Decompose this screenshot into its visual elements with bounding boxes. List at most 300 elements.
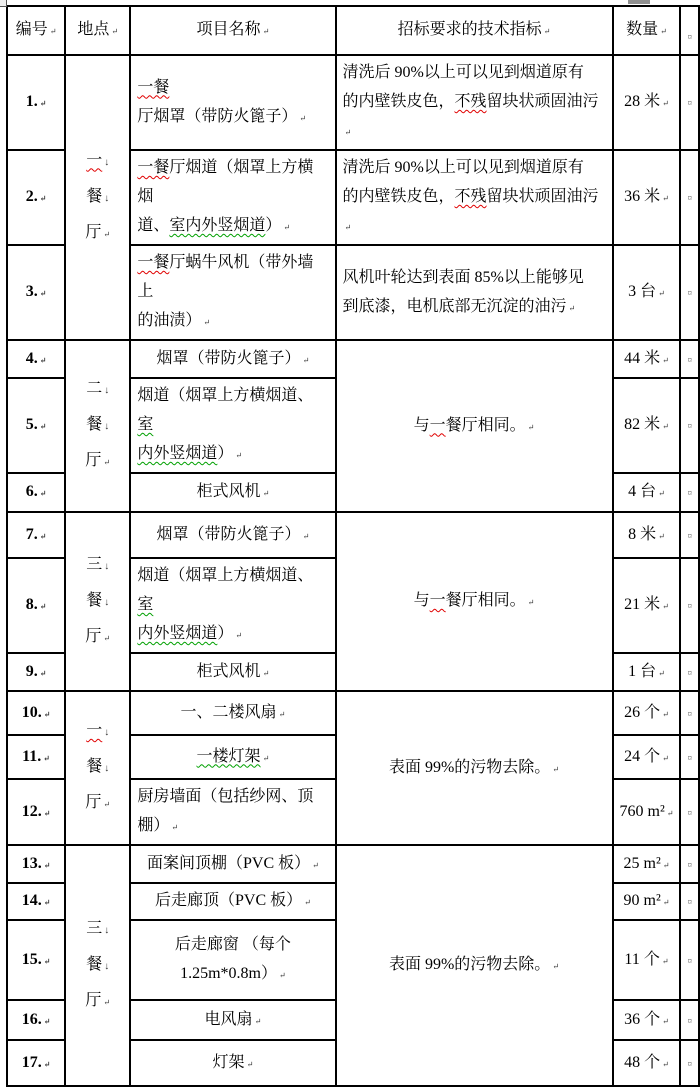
row-number: 11. <box>22 747 42 765</box>
row-number-cell[interactable] <box>7 1000 65 1040</box>
row-number: 9. <box>25 662 38 680</box>
paragraph-mark: ↵ <box>302 355 310 365</box>
tender-requirements-table <box>6 5 700 1087</box>
row-number-cell[interactable] <box>7 340 65 378</box>
project-text: 柜式风机 <box>196 662 261 680</box>
project-cell[interactable] <box>130 883 335 920</box>
paragraph-mark: ↵ <box>262 668 270 678</box>
location-line <box>72 372 123 408</box>
project-text: ） <box>217 625 234 642</box>
paragraph-mark: ↵ <box>658 489 665 498</box>
qty-cell[interactable] <box>613 512 681 558</box>
row-end-mark: ¤ <box>687 98 692 108</box>
paragraph-mark: ↵ <box>666 808 674 818</box>
row-number: 12. <box>21 802 42 820</box>
qty-cell[interactable] <box>613 245 681 340</box>
row-end-mark: ¤ <box>687 708 692 719</box>
qty-cell[interactable] <box>613 845 681 883</box>
project-text: 厅烟罩（带防火篦子） <box>137 107 298 125</box>
qty-value: 44 米 <box>624 349 661 367</box>
paragraph-mark: ↵ <box>43 860 51 870</box>
paragraph-mark: ↵ <box>246 1059 254 1069</box>
row-number-cell[interactable] <box>7 1040 65 1086</box>
row-end-mark: ¤ <box>687 601 692 611</box>
spec-text: 留块状顽固油污 <box>486 93 599 110</box>
line-break-mark: ↓ <box>104 924 110 936</box>
qty-value: 25 m² <box>623 854 661 872</box>
paragraph-mark: ↵ <box>43 956 51 966</box>
spec-text: 清洗后 90%以上可以见到烟道原有 <box>342 159 584 176</box>
project-text: 面案间顶棚（PVC 板） <box>146 854 311 872</box>
row-number-cell[interactable] <box>7 378 65 473</box>
paragraph-mark: ↵ <box>283 223 291 232</box>
project-text: 一餐 <box>137 159 170 176</box>
line-break-mark: ↓ <box>104 960 110 972</box>
qty-value: 11 个 <box>624 950 660 968</box>
qty-value: 28 米 <box>624 93 661 110</box>
qty-value: 48 个 <box>624 1053 661 1071</box>
spec-cell-merged[interactable] <box>336 845 613 1086</box>
qty-value: 82 米 <box>624 416 661 433</box>
project-cell[interactable] <box>130 920 335 1000</box>
header-project[interactable] <box>130 6 335 55</box>
row-number: 13. <box>21 854 42 872</box>
row-end-cell <box>680 779 699 845</box>
spec-text: 的内壁铁皮色， <box>342 188 455 205</box>
qty-cell[interactable] <box>613 1040 681 1086</box>
row-number: 1. <box>25 93 38 110</box>
paragraph-mark: ↵ <box>39 668 47 678</box>
location-char: 餐 <box>86 416 103 433</box>
paragraph-mark: ↵ <box>103 458 111 467</box>
column-marker-artifact <box>628 0 650 4</box>
row-number-cell[interactable] <box>7 691 65 735</box>
paragraph-mark: ↵ <box>660 27 667 36</box>
paragraph-mark: ↵ <box>552 962 560 971</box>
line-break-mark: ↓ <box>104 560 110 572</box>
spec-text: 一 <box>429 592 446 609</box>
header-qty[interactable] <box>613 6 681 55</box>
project-text: 烟罩（带防火篦子） <box>156 349 301 367</box>
spec-text: 餐厅相同。 <box>445 416 526 434</box>
row-number-cell[interactable] <box>7 920 65 1000</box>
header-no-label: 编号 <box>15 21 48 38</box>
project-cell[interactable] <box>130 1040 335 1086</box>
project-cell[interactable] <box>130 845 335 883</box>
location-char: 厅 <box>85 223 102 241</box>
qty-value: 8 米 <box>628 525 657 543</box>
qty-value: 4 台 <box>628 483 657 500</box>
paragraph-mark: ↵ <box>662 1016 669 1026</box>
spec-cell-merged[interactable] <box>336 340 613 512</box>
location-char: 三 <box>86 555 103 573</box>
location-char: 餐 <box>86 955 103 973</box>
paragraph-mark: ↵ <box>43 808 51 818</box>
project-cell[interactable] <box>130 691 335 735</box>
location-char: 三 <box>86 919 103 937</box>
paragraph-mark: ↵ <box>203 318 211 327</box>
paragraph-mark: ↵ <box>43 753 50 763</box>
paragraph-mark: ↵ <box>658 289 665 298</box>
paragraph-mark: ↵ <box>662 602 669 611</box>
location-cell-canteen2[interactable] <box>65 340 130 512</box>
row-number-cell[interactable] <box>7 55 65 150</box>
spec-text: 与 <box>413 592 430 609</box>
row-number: 16. <box>21 1010 42 1028</box>
project-text: 一楼灯架 <box>196 747 261 765</box>
paragraph-mark: ↵ <box>662 194 669 203</box>
paragraph-mark: ↵ <box>662 355 669 365</box>
paragraph-mark: ↵ <box>262 489 270 498</box>
paragraph-mark: ↵ <box>39 194 47 203</box>
spec-text: 与 <box>413 416 430 434</box>
project-cell[interactable] <box>130 378 335 473</box>
paragraph-mark: ↵ <box>39 355 47 365</box>
row-end-mark: ¤ <box>687 1015 692 1026</box>
row-end-mark: ¤ <box>687 807 692 818</box>
paragraph-mark: ↵ <box>39 289 47 298</box>
qty-cell[interactable] <box>613 735 681 779</box>
location-char: 厅 <box>85 794 102 811</box>
location-line <box>72 180 123 216</box>
line-break-mark: ↓ <box>104 421 110 432</box>
spec-text: 不残 <box>454 188 487 205</box>
project-text: 后走廊窗 （每个 <box>174 936 291 953</box>
location-char: 厅 <box>85 991 102 1009</box>
location-line <box>72 620 123 656</box>
paragraph-mark: ↵ <box>103 800 111 809</box>
row-end-cell <box>680 653 699 691</box>
paragraph-mark: ↵ <box>568 303 576 313</box>
spec-cell[interactable] <box>336 245 613 340</box>
qty-cell[interactable] <box>613 1000 681 1040</box>
row-end-cell <box>680 558 699 653</box>
paragraph-mark: ↵ <box>111 27 119 36</box>
line-break-mark: ↓ <box>104 727 110 738</box>
project-text: 室 <box>137 416 154 433</box>
project-text: 一餐 <box>137 78 170 96</box>
header-qty-label: 数量 <box>626 21 659 38</box>
table-move-handle[interactable] <box>0 0 7 7</box>
paragraph-mark: ↵ <box>39 531 47 541</box>
row-number-cell[interactable] <box>7 779 65 845</box>
spec-text: 清洗后 90%以上可以见到烟道原有 <box>342 64 584 81</box>
paragraph-mark: ↵ <box>103 633 111 643</box>
paragraph-mark: ↵ <box>39 602 47 611</box>
project-text: 灯架 <box>212 1053 245 1071</box>
header-location-label: 地点 <box>77 21 110 38</box>
line-break-mark: ↓ <box>104 596 110 608</box>
project-text: 的油渍） <box>137 312 202 329</box>
location-line <box>72 548 123 584</box>
project-text: 1.25m*0.8m） <box>180 965 278 982</box>
header-no[interactable] <box>7 6 65 55</box>
location-line <box>72 444 123 480</box>
paragraph-mark: ↵ <box>235 631 243 640</box>
row-end-cell <box>680 1000 699 1040</box>
paragraph-mark: ↵ <box>262 753 270 763</box>
project-cell[interactable] <box>130 558 335 653</box>
project-text: 电风扇 <box>204 1010 253 1028</box>
qty-value: 36 米 <box>624 188 661 205</box>
spec-text: 餐厅相同。 <box>445 592 526 609</box>
project-text: 厅烟道（烟罩上方横烟 <box>137 159 314 205</box>
paragraph-mark: ↵ <box>279 971 286 980</box>
qty-cell[interactable] <box>613 150 681 245</box>
location-line <box>72 408 123 444</box>
qty-value: 26 个 <box>624 703 661 721</box>
paragraph-mark: ↵ <box>235 451 243 460</box>
row-end-cell <box>680 512 699 558</box>
paragraph-mark: ↵ <box>171 823 179 832</box>
row-end-mark: ¤ <box>687 32 692 42</box>
project-cell[interactable] <box>130 150 335 245</box>
project-text: 柜式风机 <box>196 483 261 500</box>
project-cell[interactable] <box>130 473 335 512</box>
qty-value: 90 m² <box>623 892 661 909</box>
paragraph-mark: ↵ <box>49 27 57 36</box>
location-line <box>72 144 123 180</box>
row-end-mark: ¤ <box>687 488 692 498</box>
line-break-mark: ↓ <box>104 156 110 168</box>
spec-text: 表面 99%的污物去除。 <box>388 956 551 973</box>
row-end-cell <box>680 245 699 340</box>
row-number-cell[interactable] <box>7 653 65 691</box>
row-number: 8. <box>25 596 38 613</box>
project-cell[interactable] <box>130 340 335 378</box>
paragraph-mark: ↵ <box>661 956 669 966</box>
project-cell[interactable] <box>130 245 335 340</box>
qty-cell[interactable] <box>613 55 681 150</box>
qty-value: 3 台 <box>628 283 657 300</box>
paragraph-mark: ↵ <box>103 229 111 239</box>
row-end-mark: ¤ <box>687 752 692 763</box>
header-spec[interactable] <box>336 6 613 55</box>
location-char: 一 <box>86 722 103 739</box>
location-cell-canteen1[interactable] <box>65 55 130 340</box>
project-text: 室内外竖烟道 <box>169 217 266 234</box>
spec-text: 到底漆，电机底部无沉淀的油污 <box>342 297 567 315</box>
location-char: 餐 <box>86 591 103 609</box>
spec-cell[interactable] <box>336 150 613 245</box>
row-end-mark: ¤ <box>687 288 692 298</box>
row-end-mark: ¤ <box>687 897 692 907</box>
paragraph-mark: ↵ <box>39 422 47 431</box>
row-end-cell <box>680 6 699 55</box>
location-char: 一 <box>86 151 103 169</box>
row-number-cell[interactable] <box>7 150 65 245</box>
location-line <box>72 912 123 948</box>
location-line <box>72 786 123 822</box>
spec-text: 的内壁铁皮色， <box>342 93 455 110</box>
row-number-cell[interactable] <box>7 245 65 340</box>
location-line <box>72 584 123 620</box>
project-cell[interactable] <box>130 512 335 558</box>
qty-cell[interactable] <box>613 883 681 920</box>
qty-cell[interactable] <box>613 920 681 1000</box>
row-number-cell[interactable] <box>7 512 65 558</box>
row-number: 15. <box>21 950 42 968</box>
row-end-mark: ¤ <box>687 193 692 203</box>
row-number: 10. <box>21 703 42 721</box>
paragraph-mark: ↵ <box>254 1016 262 1026</box>
project-text: 后走廊顶（PVC 板） <box>154 892 303 909</box>
spec-text: 不残 <box>454 93 487 110</box>
paragraph-mark: ↵ <box>304 898 311 907</box>
project-cell[interactable] <box>130 779 335 845</box>
location-line <box>72 948 123 984</box>
paragraph-mark: ↵ <box>302 531 310 541</box>
row-number-cell[interactable] <box>7 473 65 512</box>
paragraph-mark: ↵ <box>527 598 535 607</box>
paragraph-mark: ↵ <box>543 27 551 36</box>
row-number: 5. <box>25 416 38 433</box>
row-end-mark: ¤ <box>687 1058 692 1069</box>
spec-cell[interactable] <box>336 55 613 150</box>
row-end-cell <box>680 735 699 779</box>
paragraph-mark: ↵ <box>527 422 535 432</box>
row-end-cell <box>680 55 699 150</box>
paragraph-mark: ↵ <box>662 709 669 719</box>
project-text: 烟道（烟罩上方横烟道、 <box>137 387 314 404</box>
row-number-cell[interactable] <box>7 883 65 920</box>
row-number: 17. <box>21 1053 42 1071</box>
paragraph-mark: ↵ <box>43 1059 51 1069</box>
project-text: 厨房墙面（包括纱网、顶棚） <box>137 788 314 834</box>
paragraph-mark: ↵ <box>262 27 270 36</box>
project-text: 烟道（烟罩上方横烟道、 <box>137 567 314 584</box>
spec-text: 一 <box>429 416 446 434</box>
project-text: 烟罩（带防火篦子） <box>156 525 301 543</box>
project-cell[interactable] <box>130 735 335 779</box>
row-end-cell <box>680 691 699 735</box>
qty-value: 24 个 <box>624 747 661 765</box>
location-line <box>72 216 123 252</box>
row-end-cell <box>680 920 699 1000</box>
project-text: 一餐 <box>137 254 170 271</box>
spec-text: 表面 99%的污物去除。 <box>388 758 551 776</box>
paragraph-mark: ↵ <box>103 997 111 1007</box>
row-end-cell <box>680 150 699 245</box>
line-break-mark: ↓ <box>104 385 110 396</box>
row-number-cell[interactable] <box>7 845 65 883</box>
qty-cell[interactable] <box>613 558 681 653</box>
row-number: 4. <box>25 349 38 367</box>
qty-value: 21 米 <box>624 596 661 613</box>
row-end-cell <box>680 340 699 378</box>
row-end-cell <box>680 883 699 920</box>
row-end-mark: ¤ <box>687 354 692 365</box>
project-cell[interactable] <box>130 1000 335 1040</box>
paragraph-mark: ↵ <box>658 531 665 541</box>
qty-cell[interactable] <box>613 779 681 845</box>
project-text: ） <box>265 217 282 234</box>
qty-cell[interactable] <box>613 378 681 473</box>
row-end-mark: ¤ <box>687 667 692 678</box>
paragraph-mark: ↵ <box>662 1059 669 1069</box>
header-location[interactable] <box>65 6 130 55</box>
qty-value: 760 m² <box>619 802 665 820</box>
project-cell[interactable] <box>130 653 335 691</box>
paragraph-mark: ↵ <box>344 223 352 232</box>
spec-cell-merged[interactable] <box>336 691 613 845</box>
row-number: 6. <box>25 483 38 500</box>
location-char: 餐 <box>86 758 103 775</box>
spec-text: 留块状顽固油污 <box>486 188 599 205</box>
paragraph-mark: ↵ <box>658 668 665 678</box>
location-char: 二 <box>86 380 103 397</box>
project-text: 道、 <box>137 217 170 234</box>
location-cell-canteen3b[interactable] <box>65 845 130 1086</box>
paragraph-mark: ↵ <box>552 764 560 774</box>
paragraph-mark: ↵ <box>278 709 286 719</box>
location-cell-canteen3[interactable] <box>65 512 130 691</box>
paragraph-mark: ↵ <box>43 709 51 719</box>
paragraph-mark: ↵ <box>312 860 319 870</box>
paragraph-mark: ↵ <box>299 113 307 123</box>
project-cell[interactable] <box>130 55 335 150</box>
paragraph-mark: ↵ <box>662 99 669 108</box>
row-number-cell[interactable] <box>7 558 65 653</box>
location-char: 厅 <box>85 627 102 645</box>
location-line <box>72 714 123 750</box>
paragraph-mark: ↵ <box>662 753 669 763</box>
row-end-cell <box>680 378 699 473</box>
row-number: 14. <box>21 892 42 909</box>
qty-cell[interactable] <box>613 473 681 512</box>
qty-cell[interactable] <box>613 653 681 691</box>
row-number: 3. <box>25 283 38 300</box>
row-number: 7. <box>25 525 38 543</box>
project-text: 厅蜗牛风机（带外墙上 <box>137 254 314 300</box>
paragraph-mark: ↵ <box>43 1016 51 1026</box>
row-end-mark: ¤ <box>687 530 692 541</box>
paragraph-mark: ↵ <box>344 128 352 137</box>
paragraph-mark: ↵ <box>39 489 47 498</box>
spec-text: 风机叶轮达到表面 85%以上能够见 <box>342 268 584 286</box>
qty-value: 1 台 <box>628 662 657 680</box>
row-end-cell <box>680 845 699 883</box>
paragraph-mark: ↵ <box>39 99 47 108</box>
paragraph-mark: ↵ <box>662 422 669 431</box>
line-break-mark: ↓ <box>104 192 110 204</box>
header-spec-label: 招标要求的技术指标 <box>397 21 542 38</box>
project-text: 一、二楼风扇 <box>180 703 277 721</box>
row-end-mark: ¤ <box>687 859 692 870</box>
project-text: ） <box>217 445 234 462</box>
project-text: 室 <box>137 596 154 613</box>
paragraph-mark: ↵ <box>43 898 51 907</box>
location-cell-canteen1b[interactable] <box>65 691 130 845</box>
row-end-mark: ¤ <box>687 955 692 966</box>
row-number-cell[interactable] <box>7 735 65 779</box>
location-char: 餐 <box>86 187 103 205</box>
location-line <box>72 750 123 786</box>
header-project-label: 项目名称 <box>196 21 261 38</box>
paragraph-mark: ↵ <box>662 898 670 907</box>
row-end-mark: ¤ <box>687 421 692 431</box>
qty-cell[interactable] <box>613 691 681 735</box>
location-line <box>72 984 123 1020</box>
project-text: 内外竖烟道 <box>137 445 218 462</box>
location-char: 厅 <box>85 452 102 469</box>
row-end-cell <box>680 473 699 512</box>
qty-cell[interactable] <box>613 340 681 378</box>
project-text: 内外竖烟道 <box>137 625 218 642</box>
row-number: 2. <box>25 188 38 205</box>
spec-cell-merged[interactable] <box>336 512 613 691</box>
line-break-mark: ↓ <box>104 763 110 774</box>
